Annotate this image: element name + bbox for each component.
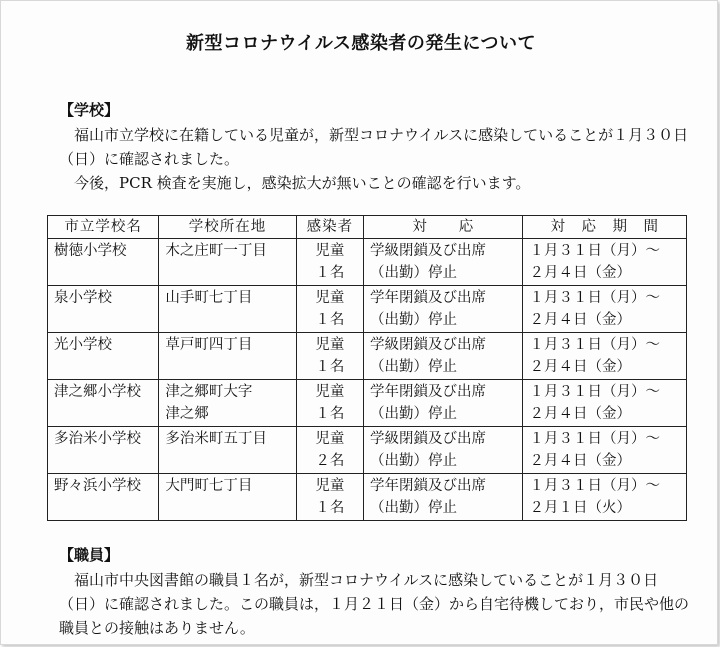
table-row bbox=[48, 427, 687, 474]
cell-count bbox=[296, 380, 363, 427]
cell-period-line: ２月４日（金） bbox=[529, 406, 631, 422]
cell-count-line: １名 bbox=[315, 312, 345, 328]
cell-school: 樹徳小学校 bbox=[48, 239, 159, 286]
header-period: 対 応 期 間 bbox=[523, 216, 687, 239]
cell-count-line: 児童 bbox=[315, 337, 345, 353]
cell-count bbox=[296, 474, 363, 521]
cell-location-line: 津之郷町大字 bbox=[165, 384, 253, 400]
cell-location-line: 津之郷 bbox=[165, 406, 209, 422]
cell-action-line: 学級閉鎖及び出席 bbox=[369, 431, 486, 447]
cell-location bbox=[159, 474, 296, 521]
cell-period bbox=[523, 333, 687, 380]
cell-count-line: ２名 bbox=[315, 453, 345, 469]
cell-count-line: 児童 bbox=[315, 384, 345, 400]
cell-school: 光小学校 bbox=[48, 333, 159, 380]
cell-action-line: 学年閉鎖及び出席 bbox=[369, 384, 486, 400]
cell-period bbox=[523, 427, 687, 474]
school-table bbox=[47, 215, 687, 521]
cell-action bbox=[363, 333, 522, 380]
cell-action bbox=[363, 380, 522, 427]
cell-location-line: 多治米町五丁目 bbox=[165, 431, 267, 447]
school-paragraph-2: 今後，PCR 検査を実施し，感染拡大が無いことの確認を行います。 bbox=[74, 174, 531, 192]
cell-location-line: 山手町七丁目 bbox=[165, 290, 253, 306]
table-header-row bbox=[48, 216, 687, 239]
cell-period-line: ２月４日（金） bbox=[529, 359, 631, 375]
cell-count bbox=[296, 239, 363, 286]
cell-period-line: ２月４日（金） bbox=[529, 265, 631, 281]
table-row bbox=[48, 286, 687, 333]
cell-period-line: １月３１日（月）～ bbox=[529, 243, 660, 259]
cell-action bbox=[363, 286, 522, 333]
cell-location bbox=[159, 239, 296, 286]
cell-period bbox=[523, 286, 687, 333]
cell-count-line: １名 bbox=[315, 500, 345, 516]
school-section-heading: 【学校】 bbox=[59, 101, 120, 119]
header-count: 感染者 bbox=[296, 216, 363, 239]
cell-count-line: 児童 bbox=[315, 431, 345, 447]
cell-count-line: １名 bbox=[315, 265, 345, 281]
cell-action-line: （出勤）停止 bbox=[369, 406, 457, 422]
cell-period-line: １月３１日（月）～ bbox=[529, 290, 660, 306]
header-school: 市立学校名 bbox=[48, 216, 159, 239]
cell-period-line: １月３１日（月）～ bbox=[529, 337, 660, 353]
cell-school: 野々浜小学校 bbox=[48, 474, 159, 521]
cell-location-line: 大門町七丁目 bbox=[165, 478, 253, 494]
cell-count bbox=[296, 286, 363, 333]
table-row bbox=[48, 474, 687, 521]
staff-section-heading: 【職員】 bbox=[59, 546, 120, 564]
cell-action bbox=[363, 427, 522, 474]
cell-location bbox=[159, 286, 296, 333]
cell-period-line: ２月４日（金） bbox=[529, 453, 631, 469]
cell-period bbox=[523, 239, 687, 286]
cell-action bbox=[363, 239, 522, 286]
cell-count-line: 児童 bbox=[315, 478, 345, 494]
cell-action-line: 学級閉鎖及び出席 bbox=[369, 243, 486, 259]
cell-location-line: 草戸町四丁目 bbox=[165, 337, 253, 353]
cell-count-line: 児童 bbox=[315, 290, 345, 306]
cell-school: 多治米小学校 bbox=[48, 427, 159, 474]
cell-action-line: 学年閉鎖及び出席 bbox=[369, 290, 486, 306]
cell-period-line: １月３１日（月）～ bbox=[529, 431, 660, 447]
table-row bbox=[48, 239, 687, 286]
cell-count bbox=[296, 333, 363, 380]
cell-school: 泉小学校 bbox=[48, 286, 159, 333]
table-body bbox=[48, 239, 687, 521]
table-row bbox=[48, 380, 687, 427]
cell-period-line: ２月４日（金） bbox=[529, 312, 631, 328]
cell-period bbox=[523, 380, 687, 427]
cell-location bbox=[159, 380, 296, 427]
table-row bbox=[48, 333, 687, 380]
cell-school: 津之郷小学校 bbox=[48, 380, 159, 427]
cell-location-line: 木之庄町一丁目 bbox=[165, 243, 267, 259]
cell-count-line: 児童 bbox=[315, 243, 345, 259]
cell-period bbox=[523, 474, 687, 521]
cell-location bbox=[159, 427, 296, 474]
cell-period-line: １月３１日（月）～ bbox=[529, 384, 660, 400]
page-title: 新型コロナウイルス感染者の発生について bbox=[185, 33, 537, 54]
cell-action-line: （出勤）停止 bbox=[369, 359, 457, 375]
cell-count bbox=[296, 427, 363, 474]
cell-count-line: １名 bbox=[315, 406, 345, 422]
header-action: 対 応 bbox=[363, 216, 522, 239]
staff-paragraph: 福山市中央図書館の職員１名が，新型コロナウイルスに感染していることが１月３０日（日）に確認されました。この職員は，１月２１日（金）から自宅待機しており，市民や他の職員との接触はありません。 bbox=[59, 571, 690, 637]
cell-action bbox=[363, 474, 522, 521]
cell-action-line: （出勤）停止 bbox=[369, 312, 457, 328]
cell-count-line: １名 bbox=[315, 359, 345, 375]
cell-action-line: （出勤）停止 bbox=[369, 265, 457, 281]
cell-action-line: 学年閉鎖及び出席 bbox=[369, 478, 486, 494]
cell-period-line: ２月１日（火） bbox=[529, 500, 631, 516]
cell-action-line: （出勤）停止 bbox=[369, 453, 457, 469]
school-paragraph-1: 福山市立学校に在籍している児童が，新型コロナウイルスに感染していることが１月３０日（日）に確認されました。 bbox=[59, 126, 689, 168]
header-location: 学校所在地 bbox=[159, 216, 296, 239]
cell-action-line: （出勤）停止 bbox=[369, 500, 457, 516]
cell-location bbox=[159, 333, 296, 380]
cell-period-line: １月３１日（月）～ bbox=[529, 478, 660, 494]
cell-action-line: 学級閉鎖及び出席 bbox=[369, 337, 486, 353]
